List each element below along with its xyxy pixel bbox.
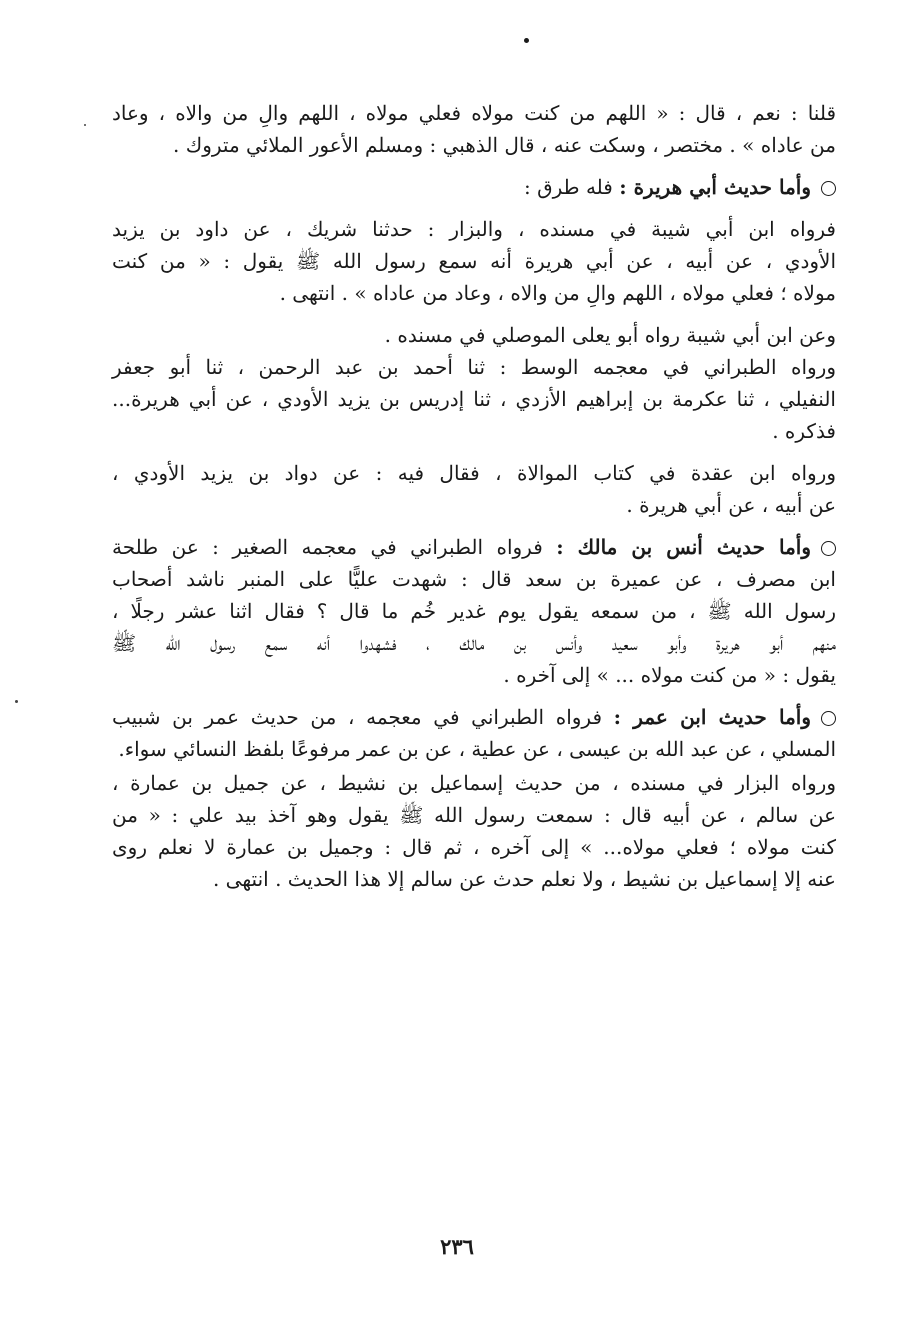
text-line: ابن مصرف ، عن عميرة بن سعد قال : شهدت عليًّا على المنبر ناشد أصحاب: [112, 567, 836, 591]
section-heading-bold: وأما حديث ابن عمر :: [613, 705, 811, 729]
text-line: [112, 534, 836, 560]
circle-bullet-icon: [821, 181, 836, 196]
text-line: فرواه ابن أبي شيبة في مسنده ، والبزار : حدثنا شريك ، عن داود بن يزيد: [112, 217, 836, 241]
text-line: من عاداه » . مختصر ، وسكت عنه ، قال الذهبي : ومسلم الأعور الملائي متروك .: [173, 133, 836, 157]
page-number: ٢٣٦: [440, 1234, 474, 1259]
paragraph: [112, 354, 836, 444]
heading-continuation: فرواه الطبراني في معجمه ، من حديث عمر بن شبيب: [112, 705, 614, 729]
paragraph: [112, 100, 836, 158]
text-line: الأودي ، عن أبيه ، عن أبي هريرة أنه سمع رسول الله ﷺ يقول : « من كنت: [112, 249, 837, 273]
section-heading-bold: وأما حديث أبي هريرة :: [619, 175, 811, 199]
text-line: فذكره .: [772, 419, 836, 443]
text-line: [112, 174, 836, 200]
text-line: يقول : « من كنت مولاه ... » إلى آخره .: [503, 663, 836, 687]
text-line: وعن ابن أبي شيبة رواه أبو يعلى الموصلي في مسنده .: [384, 323, 836, 347]
page-text: [112, 100, 836, 908]
text-line: المسلي ، عن عبد الله بن عيسى ، عن عطية ، عن بن عمر مرفوعًا بلفظ النسائي سواء.: [118, 737, 836, 761]
text-line: عن سالم ، عن أبيه قال : سمعت رسول الله ﷺ يقول وهو آخذ بيد علي : « من: [112, 803, 836, 827]
text-line: منهم أبو هريرة وأبو سعيد وأنس بن مالك ، فشهدوا أنه سمع رسول الله ﷺ: [112, 631, 836, 655]
section-ibn-umar: [112, 704, 836, 762]
text-line: [112, 704, 836, 730]
text-line: ورواه الطبراني في معجمه الوسط : ثنا أحمد بن عبد الرحمن ، ثنا أبو جعفر: [112, 355, 836, 379]
heading-continuation: فله طرق :: [524, 175, 620, 199]
top-dot-mark: [524, 38, 529, 43]
text-line: مولاه ؛ فعلي مولاه ، اللهم والِ من والاه ، وعاد من عاداه » . انتهى .: [279, 281, 836, 305]
section-heading-abu-hurayra: [112, 174, 836, 200]
circle-bullet-icon: [821, 711, 836, 726]
paragraph: [112, 460, 836, 518]
text-line: كنت مولاه ؛ فعلي مولاه... » إلى آخره ، ثم قال : وجميل بن عمارة لا نعلم روى: [112, 835, 836, 859]
heading-continuation: فرواه الطبراني في معجمه الصغير : عن طلحة: [112, 535, 557, 559]
text-line: عنه إلا إسماعيل بن نشيط ، ولا نعلم حدث عن سالم إلا هذا الحديث . انتهى .: [212, 867, 836, 891]
text-line: عن أبيه ، عن أبي هريرة .: [626, 493, 836, 517]
circle-bullet-icon: [821, 541, 836, 556]
text-line: ورواه البزار في مسنده ، من حديث إسماعيل بن نشيط ، عن جميل بن عمارة ،: [112, 771, 836, 795]
text-line: النفيلي ، ثنا عكرمة بن إبراهيم الأزدي ، ثنا إدريس بن يزيد الأودي ، عن أبي هريرة...: [112, 387, 836, 411]
section-heading-bold: وأما حديث أنس بن مالك :: [556, 535, 812, 559]
text-line: رسول الله ﷺ ، من سمعه يقول يوم غدير خُم ما قال ؟ فقال اثنا عشر رجلًا ،: [112, 599, 836, 623]
paragraph: [112, 770, 836, 892]
text-line: ورواه ابن عقدة في كتاب الموالاة ، فقال فيه : عن دواد بن يزيد الأودي ،: [112, 461, 836, 485]
paragraph: [112, 216, 836, 306]
paragraph: [112, 322, 836, 348]
text-line: قلنا : نعم ، قال : « اللهم من كنت مولاه فعلي مولاه ، اللهم والِ من والاه ، وعاد: [112, 101, 836, 125]
section-anas-ibn-malik: [112, 534, 836, 688]
scan-speck: [15, 700, 18, 703]
scan-speck: [84, 124, 86, 126]
